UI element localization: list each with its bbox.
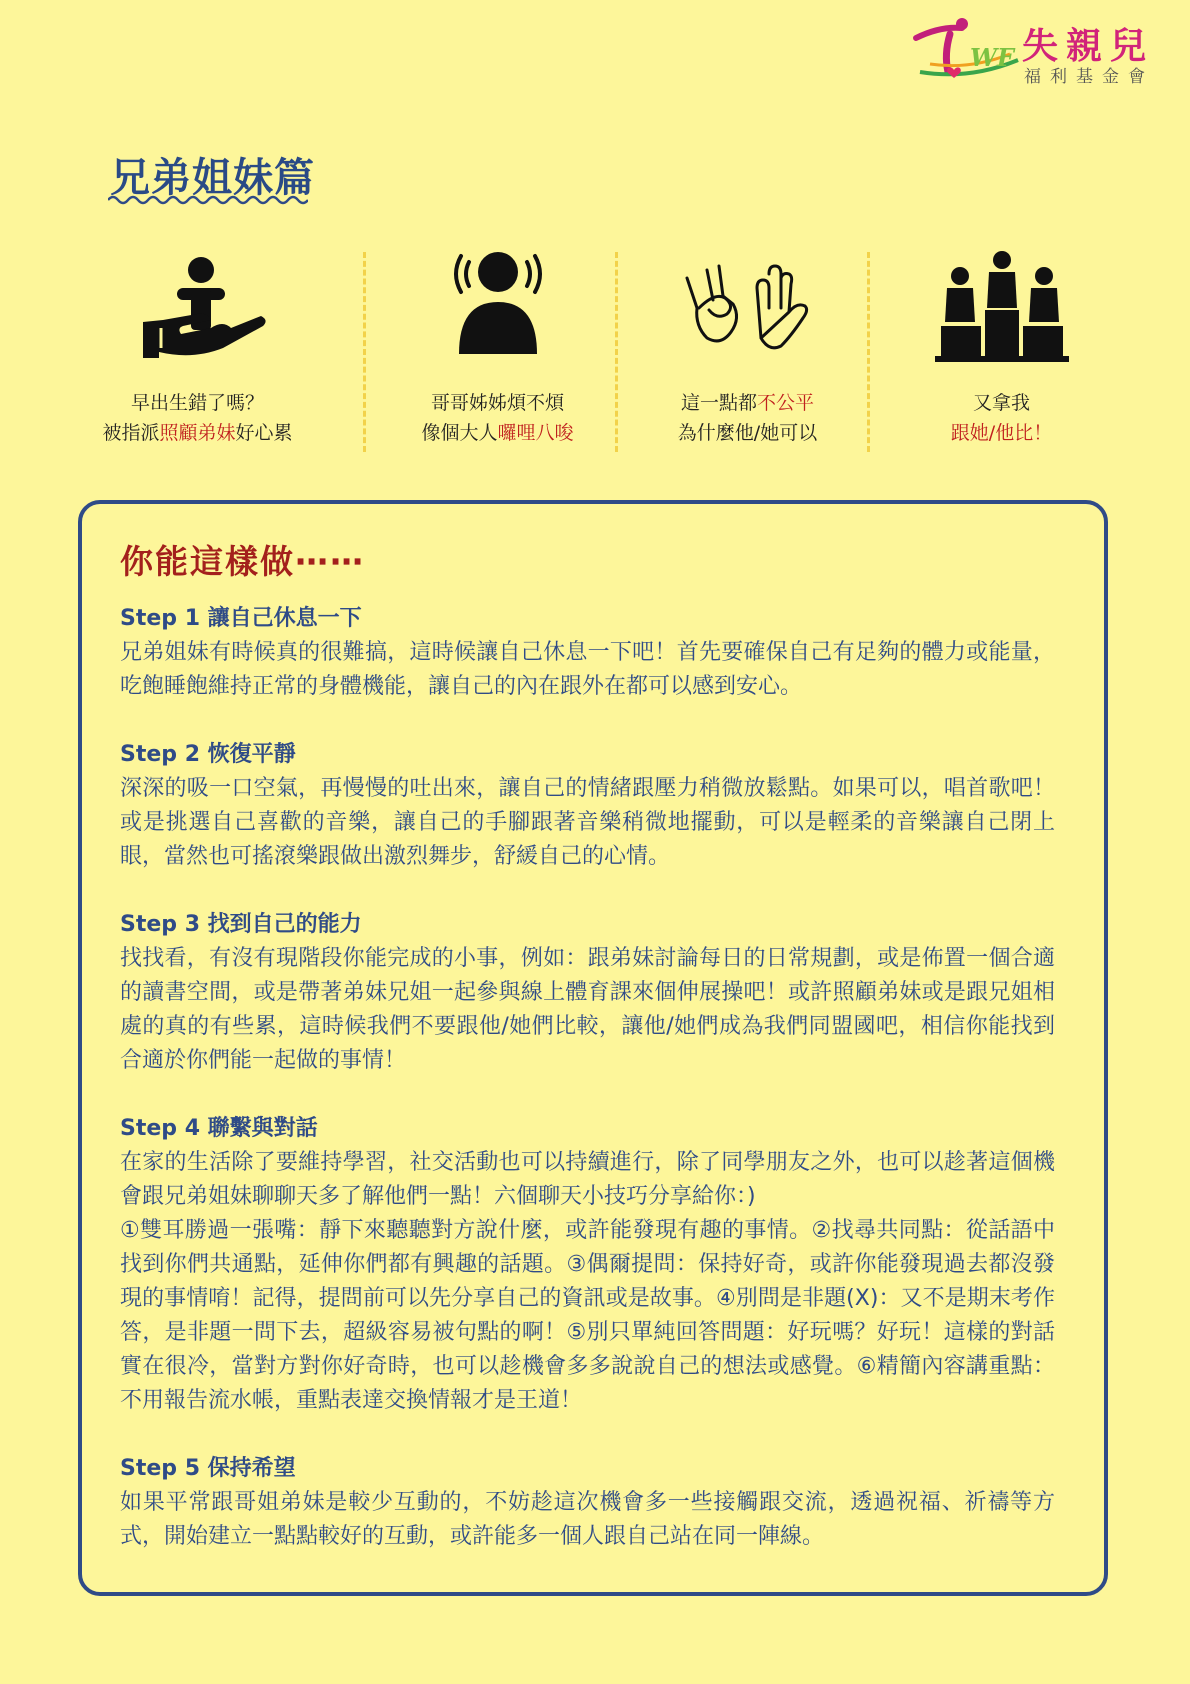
logo-name: 失親兒 — [1022, 26, 1155, 67]
step-4 — [120, 1112, 1055, 1418]
dashed-divider — [363, 252, 366, 452]
situation-caption-3 — [620, 388, 875, 448]
caption-line — [70, 418, 325, 448]
caption-line: 早出生錯了嗎？ — [130, 392, 264, 414]
situation-caption-4 — [874, 388, 1129, 448]
step-body: 在家的生活除了要維持學習，社交活動也可以持續進行，除了同學朋友之外，也可以趁著這個機會跟兄弟姐妹聊聊天多了解他們一點！六個聊天小技巧分享給你：) ①雙耳勝過一張嘴：靜下來聽聽對方說什麼，或許能發現有趣的事情。②找尋共同點：從話語中找到你們共通點，延伸你們都有興趣的話題。③偶爾提問：保持好奇，或許你能發現過去都沒發現的事情唷！記得，提問前可以先分享自己的資訊或是故事。④別問是非題(X)：又不是期末考作答，是非題一問下去，超級容易被句點的啊！⑤別只單純回答問題：好玩嗎？好玩！這樣的對話實在很冷，當對方對你好奇時，也可以趁機會多多說說自己的想法或感覺。⑥精簡內容講重點：不用報告流水帳，重點表達交換情報才是王道！ — [120, 1150, 1055, 1413]
caption-line — [370, 418, 625, 448]
caption-text: 這一點都 — [680, 392, 757, 414]
tips-title: 你能這樣做⋯⋯ — [120, 542, 365, 581]
caption-highlight: 跟她/他比！ — [950, 422, 1053, 444]
situation-card-3 — [620, 248, 875, 458]
step-body: 深深的吸一口空氣，再慢慢的吐出來，讓自己的情緒跟壓力稍微放鬆點。如果可以，唱首歌吧！或是挑選自己喜歡的音樂，讓自己的手腳跟著音樂稍微地擺動，可以是輕柔的音樂讓自己閉上眼，當然也可搖滾樂跟做出激烈舞步，舒緩自己的心情。 — [120, 776, 1055, 869]
step-2 — [120, 738, 1055, 874]
step-5 — [120, 1452, 1055, 1554]
hand-holding-child-icon — [123, 248, 273, 368]
step-body: 找找看，有沒有現階段你能完成的小事，例如：跟弟妹討論每日的日常規劃，或是佈置一個合適的讀書空間，或是帶著弟妹兄姐一起參與線上體育課來個伸展操吧！或許照顧弟妹或是跟兄姐相處的真的有些累，這時候我們不要跟他/她們比較，讓他/她們成為我們同盟國吧，相信你能找到合適於你們能一起做的事情！ — [120, 946, 1055, 1073]
step-title: Step 1 讓自己休息一下 — [120, 606, 362, 631]
step-3 — [120, 908, 1055, 1078]
situation-card-1 — [70, 248, 325, 458]
person-shouting-icon — [423, 248, 573, 368]
situation-card-2 — [370, 248, 625, 458]
dashed-divider — [615, 252, 618, 452]
steps-list — [120, 602, 1055, 1588]
caption-line: 為什麼他/她可以 — [677, 422, 818, 444]
caption-line — [620, 388, 875, 418]
caption-highlight: 囉哩八唆 — [497, 422, 574, 444]
step-body: 如果平常跟哥姐弟妹是較少互動的，不妨趁這次機會多一些接觸跟交流，透過祝福、祈禱等方式，開始建立一點點較好的互動，或許能多一個人跟自己站在同一陣線。 — [120, 1490, 1055, 1549]
logo-subtitle: 福利基金會 — [1024, 67, 1154, 87]
step-title: Step 3 找到自己的能力 — [120, 912, 362, 937]
caption-text: 好心累 — [235, 422, 293, 444]
situation-caption-2 — [370, 388, 625, 448]
foundation-logo — [910, 14, 1160, 87]
step-body: 兄弟姐妹有時候真的很難搞，這時候讓自己休息一下吧！首先要確保自己有足夠的體力或能量，吃飽睡飽維持正常的身體機能，讓自己的內在跟外在都可以感到安心。 — [120, 640, 1055, 699]
caption-line: 哥哥姊姊煩不煩 — [430, 392, 564, 414]
caption-text: 像個大人 — [421, 422, 498, 444]
caption-highlight: 照顧弟妹 — [159, 422, 236, 444]
caption-highlight: 不公平 — [757, 392, 815, 414]
twf-logo-icon — [910, 14, 1020, 84]
step-title: Step 4 聯繫與對話 — [120, 1116, 318, 1141]
podium-people-icon — [927, 248, 1077, 368]
situations-row — [70, 248, 1120, 458]
caption-line: 又拿我 — [972, 392, 1030, 414]
dashed-divider — [867, 252, 870, 452]
wavy-underline-icon — [108, 194, 308, 206]
step-title: Step 5 保持希望 — [120, 1456, 296, 1481]
step-1 — [120, 602, 1055, 704]
hand-gestures-icon — [673, 248, 823, 368]
page-title: 兄弟姐妹篇 — [110, 155, 315, 201]
svg-text:WF: WF — [970, 43, 1014, 72]
situation-card-4 — [874, 248, 1129, 458]
situation-caption-1 — [70, 388, 325, 448]
step-title: Step 2 恢復平靜 — [120, 742, 296, 767]
caption-text: 被指派 — [102, 422, 160, 444]
